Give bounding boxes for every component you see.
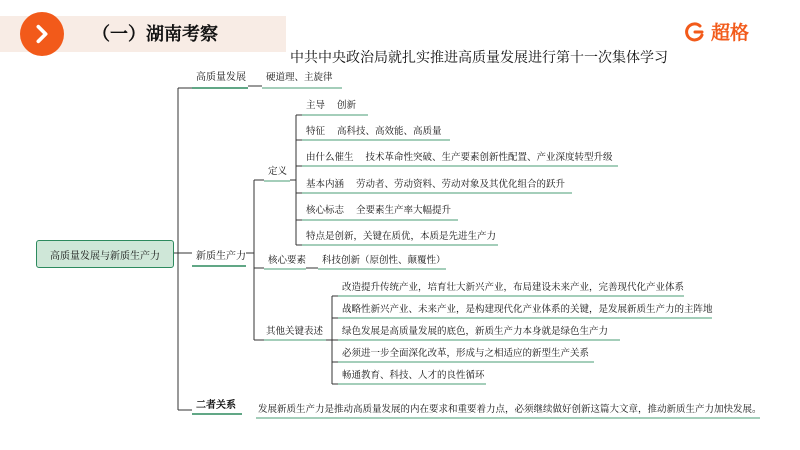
- qita-item: 畅通教育、科技、人才的良性循环: [342, 370, 485, 381]
- logo-text: 超格: [711, 22, 750, 44]
- node-hexin-value: 科技创新（原创性、颠覆性）: [322, 255, 446, 266]
- qita-item: 绿色发展是高质量发展的底色，新质生产力本身就是绿色生产力: [342, 326, 609, 337]
- dingyi-item-value: 劳动者、劳动资料、劳动对象及其优化组合的跃升: [356, 179, 566, 190]
- page-title: （一）湖南考察: [92, 24, 218, 45]
- qita-item: 战略性新兴产业、未来产业，是构建现代化产业体系的关键，是发展新质生产力的主阵地: [342, 304, 713, 315]
- node-xinzhi: 新质生产力: [196, 251, 246, 262]
- dingyi-item: [306, 126, 442, 138]
- dingyi-item-value: 全要素生产率大幅提升: [356, 205, 452, 216]
- dingyi-item: [306, 100, 356, 112]
- dingyi-item: [306, 152, 613, 164]
- dingyi-item-value: 高科技、高效能、高质量: [337, 126, 442, 137]
- dingyi-item-key: 特征: [306, 126, 326, 137]
- dingyi-item: [306, 231, 496, 243]
- dingyi-item-key: 由什么催生: [306, 152, 354, 163]
- node-hexin: 核心要素: [268, 255, 307, 266]
- page-subtitle: 中共中央政治局就扎实推进高质量发展进行第十一次集体学习: [290, 50, 668, 66]
- qita-item: 改造提升传统产业，培育壮大新兴产业，布局建设未来产业，完善现代化产业体系: [342, 282, 685, 293]
- node-dingyi: 定义: [268, 166, 288, 177]
- dingyi-item-key: 基本内涵: [306, 179, 345, 190]
- node-gaozhiliang-child: 硬道理、主旋律: [266, 72, 333, 83]
- dingyi-item: [306, 205, 451, 217]
- dingyi-item-value: 创新: [337, 100, 357, 111]
- node-erzhe-value: 发展新质生产力是推动高质量发展的内在要求和重要着力点，必须继续做好创新这篇大文章，推动新质生产力加快发展。: [258, 404, 762, 415]
- node-qita: 其他关键表述: [266, 326, 324, 337]
- mindmap-root: 高质量发展与新质生产力: [36, 240, 174, 268]
- dingyi-item-key: 主导: [306, 100, 326, 111]
- dingyi-item: [306, 179, 565, 191]
- node-gaozhiliang: 高质量发展: [196, 72, 246, 83]
- dingyi-item-key: 特点是创新，关键在质优，本质是先进生产力: [306, 231, 497, 242]
- node-erzhe: 二者关系: [196, 400, 236, 411]
- qita-item: 必须进一步全面深化改革，形成与之相适应的新型生产关系: [342, 348, 590, 359]
- dingyi-item-value: 技术革命性突破、生产要素创新性配置、产业深度转型升级: [365, 152, 613, 163]
- dingyi-item-key: 核心标志: [306, 205, 345, 216]
